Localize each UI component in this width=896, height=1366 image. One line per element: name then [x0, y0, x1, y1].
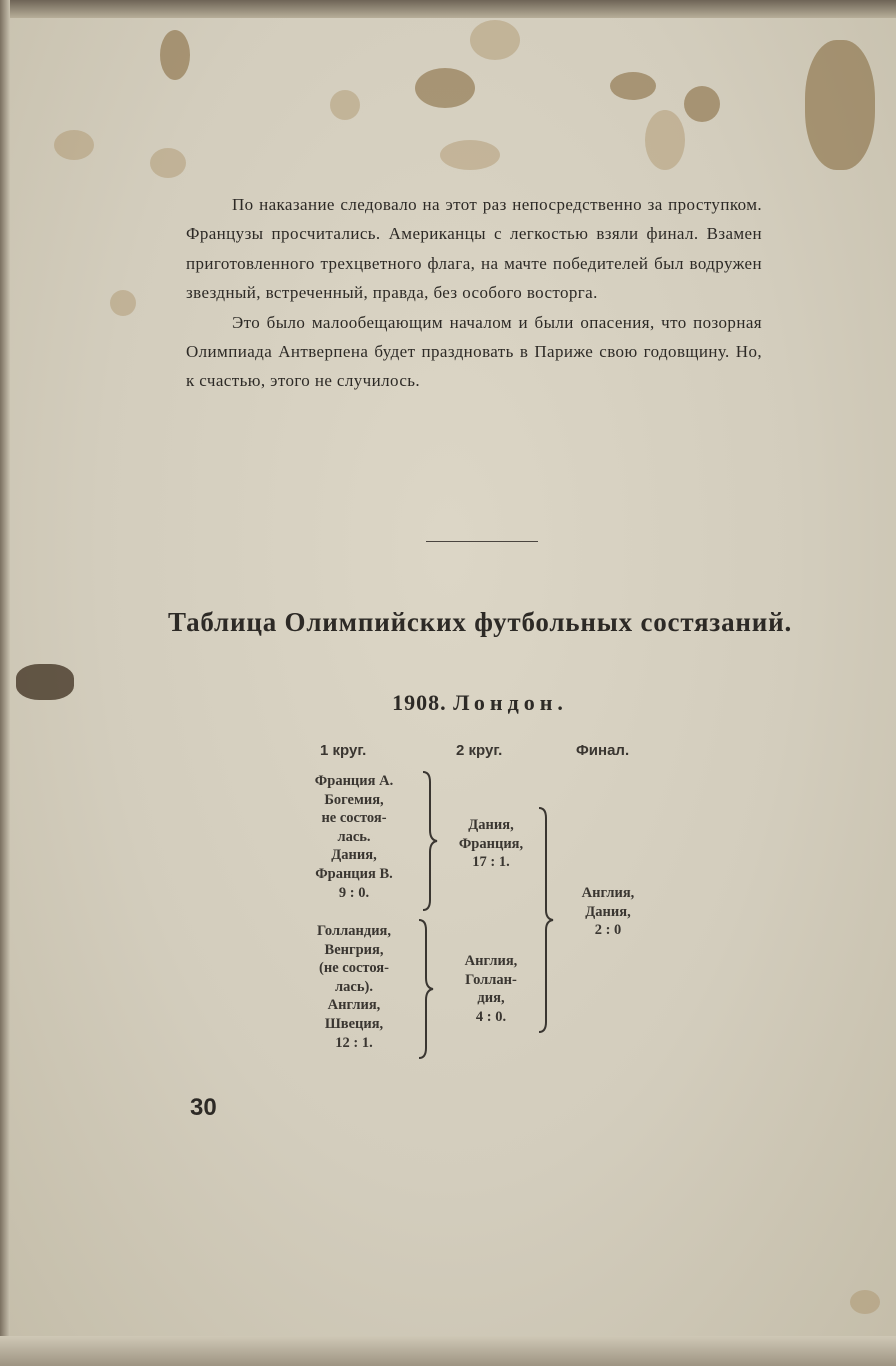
bracket-line: не состоя- — [321, 810, 387, 827]
stain-mark — [54, 130, 94, 160]
bracket-line: Венгрия, — [324, 941, 384, 958]
bracket-line: Дания, — [468, 817, 514, 833]
stain-mark — [160, 30, 190, 80]
bracket-line: дия, — [477, 990, 505, 1007]
bracket-line: Франция В. — [315, 865, 393, 882]
bracket-line: Англия, — [327, 997, 381, 1014]
column-round1: 1 круг. — [320, 742, 367, 759]
bracket-line: Голландия, — [316, 923, 392, 939]
tournament-city: Лондон. — [453, 690, 568, 715]
bracket-line: Дания, — [585, 903, 631, 920]
bracket-line: Англия, — [581, 885, 635, 901]
bracket-line: 12 : 1. — [335, 1034, 373, 1051]
bracket-line: 17 : 1. — [472, 854, 510, 871]
page-left-edge — [0, 0, 10, 1366]
stain-mark — [610, 72, 656, 100]
stain-mark — [684, 86, 720, 122]
page-number: 30 — [190, 1094, 217, 1121]
stain-mark — [110, 290, 136, 316]
round1-group-a — [286, 772, 422, 902]
bracket-brace — [416, 918, 436, 1060]
stain-mark — [470, 20, 520, 60]
tournament-subtitle — [300, 690, 660, 716]
stain-mark — [16, 664, 74, 700]
tournament-year: 1908. — [392, 690, 447, 715]
bracket-line: Голлан- — [465, 971, 517, 988]
bracket-line: Франция, — [458, 835, 524, 852]
bracket-line: 9 : 0. — [338, 884, 370, 901]
page-bottom-edge — [0, 1336, 896, 1366]
torn-top-edge — [0, 0, 896, 18]
section-divider — [426, 541, 538, 542]
stain-mark — [645, 110, 685, 170]
bracket-brace — [536, 806, 556, 1034]
stain-mark — [330, 90, 360, 120]
bracket-line: (не состоя- — [319, 960, 389, 977]
stain-mark — [150, 148, 186, 178]
final-match — [556, 884, 660, 940]
column-final: Финал. — [576, 742, 630, 759]
bracket-line: Англия, — [464, 953, 518, 969]
table-title: Таблица Олимпийских футбольных состязаний. — [167, 607, 792, 637]
stain-mark — [805, 40, 875, 170]
bracket-line: Франция А. — [314, 773, 394, 789]
round2-match-b — [436, 952, 546, 1026]
stain-mark — [850, 1290, 880, 1314]
bracket-line: Швеция, — [324, 1015, 384, 1032]
round1-group-b — [290, 922, 418, 1052]
column-round2: 2 круг. — [456, 742, 503, 759]
bracket-line: Дания, — [331, 847, 377, 864]
bracket-line: 2 : 0 — [594, 922, 622, 939]
stain-mark — [440, 140, 500, 170]
paragraph: Это было малообещающим началом и были опасения, что позорная Олимпиада Антверпена будет праздновать в Париже свою годовщину. Но, к счастью, этого не случилось. — [186, 312, 762, 391]
bracket-line: Богемия, — [324, 791, 384, 808]
bracket-line: лась). — [335, 978, 373, 995]
paragraph: По наказание следовало на этот раз непосредственно за проступком. Французы просчитались. Американцы с легкостью взяли финал. Взамен приготовленного трехцветного флага, на мачте победителей был водружен звездный, встреченный, правда, без особого восторга. — [186, 195, 762, 303]
round2-match-a — [436, 816, 546, 872]
stain-mark — [415, 68, 475, 108]
bracket-brace — [420, 770, 440, 912]
bracket-line: 4 : 0. — [475, 1008, 507, 1025]
bracket-line: лась. — [337, 828, 371, 845]
body-text — [186, 190, 762, 396]
